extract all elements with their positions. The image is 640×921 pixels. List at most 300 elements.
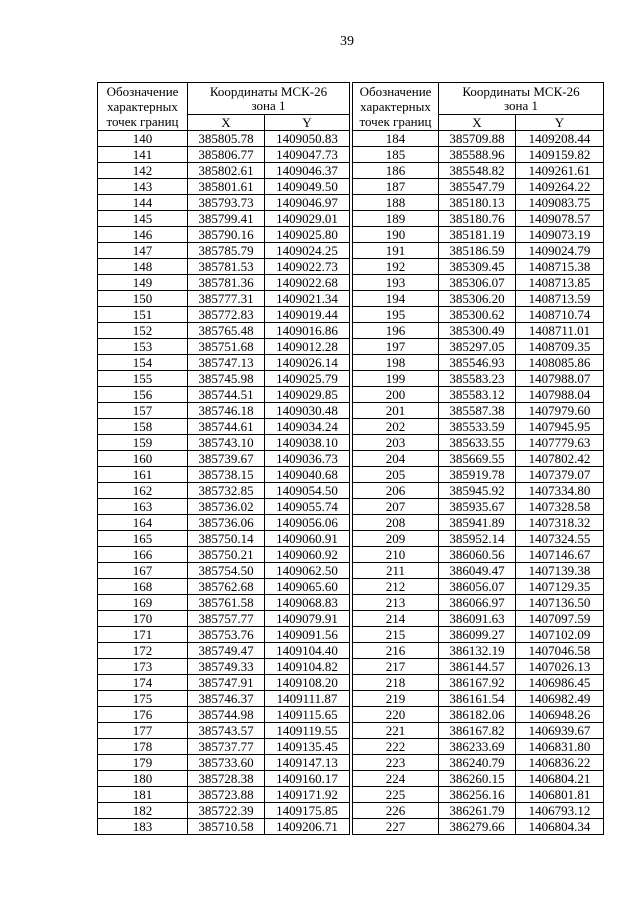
- x-coordinate-cell: 385306.07: [439, 275, 516, 291]
- x-coordinate-cell: 385588.96: [439, 147, 516, 163]
- table-row: [98, 147, 350, 163]
- header-line: зона 1: [251, 97, 286, 113]
- point-number-cell: 218: [353, 675, 439, 691]
- x-coordinate-cell: 385749.33: [188, 659, 265, 675]
- y-coordinate-cell: 1409208.44: [516, 131, 604, 147]
- point-number-cell: 151: [98, 307, 188, 323]
- table-row: [98, 131, 350, 147]
- y-coordinate-cell: 1409055.74: [265, 499, 350, 515]
- x-coordinate-cell: 385772.83: [188, 307, 265, 323]
- point-number-cell: 212: [353, 579, 439, 595]
- point-number-cell: 224: [353, 771, 439, 787]
- header-line: точек границ: [106, 114, 179, 129]
- x-coordinate-cell: 385747.91: [188, 675, 265, 691]
- table-row: [353, 291, 604, 307]
- point-number-cell: 176: [98, 707, 188, 723]
- table-row: [98, 755, 350, 771]
- y-coordinate-cell: 1409091.56: [265, 627, 350, 643]
- table-row: [98, 643, 350, 659]
- point-number-cell: 189: [353, 211, 439, 227]
- point-number-cell: 150: [98, 291, 188, 307]
- table-row: [353, 771, 604, 787]
- point-number-cell: 149: [98, 275, 188, 291]
- y-coordinate-cell: 1407146.67: [516, 547, 604, 563]
- y-coordinate-cell: 1409040.68: [265, 467, 350, 483]
- table-row: [98, 307, 350, 323]
- table-row: [353, 819, 604, 835]
- y-coordinate-cell: 1409024.25: [265, 243, 350, 259]
- point-number-cell: 178: [98, 739, 188, 755]
- x-coordinate-cell: 385745.98: [188, 371, 265, 387]
- y-coordinate-cell: 1406804.21: [516, 771, 604, 787]
- table-row: [98, 547, 350, 563]
- y-column-header: Y: [265, 115, 350, 131]
- y-coordinate-cell: 1409068.83: [265, 595, 350, 611]
- y-coordinate-cell: 1409012.28: [265, 339, 350, 355]
- y-coordinate-cell: 1406986.45: [516, 675, 604, 691]
- table-row: [98, 291, 350, 307]
- header-row: [353, 83, 604, 115]
- table-row: [353, 483, 604, 499]
- x-coordinate-cell: 385300.62: [439, 307, 516, 323]
- table-row: [353, 707, 604, 723]
- point-number-cell: 194: [353, 291, 439, 307]
- table-row: [353, 563, 604, 579]
- coordinate-system-header: [439, 83, 604, 115]
- x-coordinate-cell: 385793.73: [188, 195, 265, 211]
- point-number-cell: 162: [98, 483, 188, 499]
- y-coordinate-cell: 1409046.37: [265, 163, 350, 179]
- point-number-cell: 225: [353, 787, 439, 803]
- y-coordinate-cell: 1409079.91: [265, 611, 350, 627]
- y-coordinate-cell: 1409264.22: [516, 179, 604, 195]
- coordinates-table-right: [352, 82, 604, 835]
- y-coordinate-cell: 1406831.80: [516, 739, 604, 755]
- table-row: [353, 179, 604, 195]
- y-coordinate-cell: 1408715.38: [516, 259, 604, 275]
- y-coordinate-cell: 1407979.60: [516, 403, 604, 419]
- y-coordinate-cell: 1409026.14: [265, 355, 350, 371]
- y-coordinate-cell: 1406939.67: [516, 723, 604, 739]
- table-row: [353, 243, 604, 259]
- table-row: [353, 803, 604, 819]
- y-coordinate-cell: 1409060.92: [265, 547, 350, 563]
- x-coordinate-cell: 385722.39: [188, 803, 265, 819]
- table-row: [353, 419, 604, 435]
- table-header: [98, 83, 350, 131]
- y-coordinate-cell: 1409261.61: [516, 163, 604, 179]
- y-coordinate-cell: 1407802.42: [516, 451, 604, 467]
- table-row: [98, 371, 350, 387]
- y-coordinate-cell: 1409016.86: [265, 323, 350, 339]
- table-row: [353, 227, 604, 243]
- x-coordinate-cell: 385746.18: [188, 403, 265, 419]
- point-number-cell: 221: [353, 723, 439, 739]
- y-coordinate-cell: 1407102.09: [516, 627, 604, 643]
- table-row: [98, 819, 350, 835]
- x-coordinate-cell: 385754.50: [188, 563, 265, 579]
- y-coordinate-cell: 1409073.19: [516, 227, 604, 243]
- table-row: [98, 211, 350, 227]
- header-line: точек границ: [359, 114, 432, 129]
- table-row: [98, 627, 350, 643]
- point-number-cell: 223: [353, 755, 439, 771]
- table-row: [98, 563, 350, 579]
- table-row: [98, 243, 350, 259]
- x-coordinate-cell: 385633.55: [439, 435, 516, 451]
- y-coordinate-cell: 1409104.82: [265, 659, 350, 675]
- y-coordinate-cell: 1407097.59: [516, 611, 604, 627]
- x-coordinate-cell: 385546.93: [439, 355, 516, 371]
- x-coordinate-cell: 385765.48: [188, 323, 265, 339]
- point-number-cell: 169: [98, 595, 188, 611]
- x-coordinate-cell: 385737.77: [188, 739, 265, 755]
- point-number-cell: 181: [98, 787, 188, 803]
- x-coordinate-cell: 385744.98: [188, 707, 265, 723]
- x-coordinate-cell: 385180.13: [439, 195, 516, 211]
- point-number-cell: 211: [353, 563, 439, 579]
- point-designation-header: [353, 83, 439, 131]
- y-coordinate-cell: 1407334.80: [516, 483, 604, 499]
- point-number-cell: 171: [98, 627, 188, 643]
- point-number-cell: 226: [353, 803, 439, 819]
- header-line: характерных: [107, 99, 178, 114]
- table-body: [353, 131, 604, 835]
- point-number-cell: 202: [353, 419, 439, 435]
- point-number-cell: 188: [353, 195, 439, 211]
- point-number-cell: 184: [353, 131, 439, 147]
- point-number-cell: 195: [353, 307, 439, 323]
- x-coordinate-cell: 385799.41: [188, 211, 265, 227]
- y-coordinate-cell: 1409049.50: [265, 179, 350, 195]
- y-coordinate-cell: 1409050.83: [265, 131, 350, 147]
- table-row: [98, 579, 350, 595]
- y-coordinate-cell: 1407988.04: [516, 387, 604, 403]
- y-coordinate-cell: 1409021.34: [265, 291, 350, 307]
- y-coordinate-cell: 1408710.74: [516, 307, 604, 323]
- point-number-cell: 153: [98, 339, 188, 355]
- point-number-cell: 174: [98, 675, 188, 691]
- x-coordinate-cell: 385710.58: [188, 819, 265, 835]
- table-row: [98, 787, 350, 803]
- x-coordinate-cell: 385180.76: [439, 211, 516, 227]
- x-coordinate-cell: 385744.51: [188, 387, 265, 403]
- point-number-cell: 215: [353, 627, 439, 643]
- x-coordinate-cell: 386279.66: [439, 819, 516, 835]
- point-number-cell: 180: [98, 771, 188, 787]
- y-coordinate-cell: 1409019.44: [265, 307, 350, 323]
- point-number-cell: 191: [353, 243, 439, 259]
- y-coordinate-cell: 1409206.71: [265, 819, 350, 835]
- table-row: [353, 643, 604, 659]
- point-number-cell: 152: [98, 323, 188, 339]
- y-coordinate-cell: 1407318.32: [516, 515, 604, 531]
- point-designation-header: [98, 83, 188, 131]
- table-row: [98, 387, 350, 403]
- table-row: [353, 163, 604, 179]
- table-row: [98, 675, 350, 691]
- y-coordinate-cell: 1408085.86: [516, 355, 604, 371]
- x-coordinate-cell: 385919.78: [439, 467, 516, 483]
- coordinate-system-header: [188, 83, 350, 115]
- point-number-cell: 198: [353, 355, 439, 371]
- x-coordinate-cell: 385583.23: [439, 371, 516, 387]
- y-coordinate-cell: 1409022.73: [265, 259, 350, 275]
- table-row: [353, 467, 604, 483]
- y-coordinate-cell: 1409078.57: [516, 211, 604, 227]
- x-coordinate-cell: 385728.38: [188, 771, 265, 787]
- point-number-cell: 227: [353, 819, 439, 835]
- x-coordinate-cell: 386260.15: [439, 771, 516, 787]
- table-row: [353, 195, 604, 211]
- point-number-cell: 141: [98, 147, 188, 163]
- x-coordinate-cell: 386256.16: [439, 787, 516, 803]
- point-number-cell: 187: [353, 179, 439, 195]
- y-coordinate-cell: 1409029.85: [265, 387, 350, 403]
- x-coordinate-cell: 385952.14: [439, 531, 516, 547]
- table-row: [353, 259, 604, 275]
- x-coordinate-cell: 385548.82: [439, 163, 516, 179]
- y-coordinate-cell: 1409135.45: [265, 739, 350, 755]
- x-coordinate-cell: 385751.68: [188, 339, 265, 355]
- x-coordinate-cell: 385753.76: [188, 627, 265, 643]
- y-coordinate-cell: 1409062.50: [265, 563, 350, 579]
- x-coordinate-cell: 386233.69: [439, 739, 516, 755]
- table-row: [98, 515, 350, 531]
- table-row: [353, 323, 604, 339]
- table-row: [353, 403, 604, 419]
- x-coordinate-cell: 385806.77: [188, 147, 265, 163]
- y-coordinate-cell: 1409065.60: [265, 579, 350, 595]
- point-number-cell: 167: [98, 563, 188, 579]
- point-number-cell: 161: [98, 467, 188, 483]
- point-number-cell: 193: [353, 275, 439, 291]
- point-number-cell: 147: [98, 243, 188, 259]
- y-coordinate-cell: 1409159.82: [516, 147, 604, 163]
- y-coordinate-cell: 1407945.95: [516, 419, 604, 435]
- y-coordinate-cell: 1407129.35: [516, 579, 604, 595]
- point-number-cell: 185: [353, 147, 439, 163]
- x-coordinate-cell: 385750.14: [188, 531, 265, 547]
- point-number-cell: 186: [353, 163, 439, 179]
- table-row: [353, 787, 604, 803]
- y-coordinate-cell: 1407026.13: [516, 659, 604, 675]
- point-number-cell: 190: [353, 227, 439, 243]
- point-number-cell: 154: [98, 355, 188, 371]
- x-coordinate-cell: 385736.02: [188, 499, 265, 515]
- table-row: [353, 755, 604, 771]
- x-coordinate-cell: 386066.97: [439, 595, 516, 611]
- point-number-cell: 217: [353, 659, 439, 675]
- x-coordinate-cell: 385300.49: [439, 323, 516, 339]
- point-number-cell: 177: [98, 723, 188, 739]
- y-coordinate-cell: 1409038.10: [265, 435, 350, 451]
- y-coordinate-cell: 1409029.01: [265, 211, 350, 227]
- point-number-cell: 158: [98, 419, 188, 435]
- table-row: [353, 451, 604, 467]
- y-coordinate-cell: 1407379.07: [516, 467, 604, 483]
- point-number-cell: 199: [353, 371, 439, 387]
- x-coordinate-cell: 385297.05: [439, 339, 516, 355]
- table-row: [98, 355, 350, 371]
- table-row: [353, 691, 604, 707]
- table-row: [98, 419, 350, 435]
- x-coordinate-cell: 385941.89: [439, 515, 516, 531]
- table-row: [98, 483, 350, 499]
- point-number-cell: 168: [98, 579, 188, 595]
- y-coordinate-cell: 1409115.65: [265, 707, 350, 723]
- y-coordinate-cell: 1409056.06: [265, 515, 350, 531]
- y-coordinate-cell: 1406804.34: [516, 819, 604, 835]
- x-coordinate-cell: 385732.85: [188, 483, 265, 499]
- table-row: [98, 707, 350, 723]
- table-row: [98, 659, 350, 675]
- point-number-cell: 200: [353, 387, 439, 403]
- table-row: [353, 739, 604, 755]
- x-coordinate-cell: 385805.78: [188, 131, 265, 147]
- table-row: [353, 275, 604, 291]
- x-coordinate-cell: 385709.88: [439, 131, 516, 147]
- x-coordinate-cell: 385781.36: [188, 275, 265, 291]
- table-row: [98, 435, 350, 451]
- coordinates-table-left: [97, 82, 350, 835]
- x-coordinate-cell: 386132.19: [439, 643, 516, 659]
- header-line: Координаты МСК-26: [209, 83, 328, 99]
- table-row: [98, 195, 350, 211]
- table-row: [98, 531, 350, 547]
- y-coordinate-cell: 1409036.73: [265, 451, 350, 467]
- point-number-cell: 146: [98, 227, 188, 243]
- point-number-cell: 192: [353, 259, 439, 275]
- table-row: [98, 691, 350, 707]
- point-number-cell: 142: [98, 163, 188, 179]
- point-number-cell: 203: [353, 435, 439, 451]
- table-row: [353, 435, 604, 451]
- x-coordinate-cell: 385306.20: [439, 291, 516, 307]
- x-coordinate-cell: 385181.19: [439, 227, 516, 243]
- table-row: [353, 515, 604, 531]
- x-coordinate-cell: 386060.56: [439, 547, 516, 563]
- y-coordinate-cell: 1407136.50: [516, 595, 604, 611]
- point-number-cell: 222: [353, 739, 439, 755]
- point-number-cell: 148: [98, 259, 188, 275]
- point-number-cell: 159: [98, 435, 188, 451]
- x-coordinate-cell: 385757.77: [188, 611, 265, 627]
- point-number-cell: 155: [98, 371, 188, 387]
- table-row: [98, 499, 350, 515]
- table-row: [98, 259, 350, 275]
- point-number-cell: 197: [353, 339, 439, 355]
- point-number-cell: 219: [353, 691, 439, 707]
- x-coordinate-cell: 385744.61: [188, 419, 265, 435]
- table-row: [98, 739, 350, 755]
- y-coordinate-cell: 1407324.55: [516, 531, 604, 547]
- point-number-cell: 143: [98, 179, 188, 195]
- x-coordinate-cell: 386182.06: [439, 707, 516, 723]
- y-coordinate-cell: 1409022.68: [265, 275, 350, 291]
- table-row: [353, 211, 604, 227]
- table-row: [353, 595, 604, 611]
- y-coordinate-cell: 1406948.26: [516, 707, 604, 723]
- y-coordinate-cell: 1409025.79: [265, 371, 350, 387]
- point-number-cell: 196: [353, 323, 439, 339]
- x-coordinate-cell: 385761.58: [188, 595, 265, 611]
- y-coordinate-cell: 1406982.49: [516, 691, 604, 707]
- y-coordinate-cell: 1406793.12: [516, 803, 604, 819]
- point-number-cell: 220: [353, 707, 439, 723]
- point-number-cell: 175: [98, 691, 188, 707]
- x-coordinate-cell: 385733.60: [188, 755, 265, 771]
- point-number-cell: 209: [353, 531, 439, 547]
- x-coordinate-cell: 385747.13: [188, 355, 265, 371]
- point-number-cell: 183: [98, 819, 188, 835]
- y-coordinate-cell: 1409111.87: [265, 691, 350, 707]
- table-row: [98, 451, 350, 467]
- header-line: Координаты МСК-26: [462, 83, 580, 99]
- x-coordinate-cell: 385309.45: [439, 259, 516, 275]
- point-number-cell: 182: [98, 803, 188, 819]
- header-line: характерных: [360, 99, 431, 114]
- header-line: зона 1: [503, 97, 539, 113]
- y-coordinate-cell: 1409083.75: [516, 195, 604, 211]
- table-body: [98, 131, 350, 835]
- table-row: [98, 339, 350, 355]
- point-number-cell: 216: [353, 643, 439, 659]
- x-coordinate-cell: 385547.79: [439, 179, 516, 195]
- x-coordinate-cell: 385781.53: [188, 259, 265, 275]
- x-coordinate-cell: 386161.54: [439, 691, 516, 707]
- table-row: [98, 771, 350, 787]
- point-number-cell: 144: [98, 195, 188, 211]
- y-coordinate-cell: 1409175.85: [265, 803, 350, 819]
- table-row: [353, 531, 604, 547]
- x-coordinate-cell: 386167.92: [439, 675, 516, 691]
- y-coordinate-cell: 1407779.63: [516, 435, 604, 451]
- x-coordinate-cell: 386049.47: [439, 563, 516, 579]
- x-coordinate-cell: 385935.67: [439, 499, 516, 515]
- x-coordinate-cell: 385739.67: [188, 451, 265, 467]
- x-coordinate-cell: 385749.47: [188, 643, 265, 659]
- x-coordinate-cell: 385736.06: [188, 515, 265, 531]
- table-row: [98, 275, 350, 291]
- header-line: Обозначение: [106, 84, 179, 99]
- table-row: [353, 579, 604, 595]
- x-coordinate-cell: 385785.79: [188, 243, 265, 259]
- y-coordinate-cell: 1408713.59: [516, 291, 604, 307]
- table-row: [353, 499, 604, 515]
- table-header: [353, 83, 604, 131]
- point-number-cell: 166: [98, 547, 188, 563]
- x-coordinate-cell: 385801.61: [188, 179, 265, 195]
- table-row: [353, 659, 604, 675]
- point-number-cell: 207: [353, 499, 439, 515]
- y-coordinate-cell: 1409171.92: [265, 787, 350, 803]
- point-number-cell: 164: [98, 515, 188, 531]
- x-coordinate-cell: 385583.12: [439, 387, 516, 403]
- y-coordinate-cell: 1407046.58: [516, 643, 604, 659]
- point-number-cell: 156: [98, 387, 188, 403]
- y-column-header: Y: [516, 115, 604, 131]
- y-coordinate-cell: 1409047.73: [265, 147, 350, 163]
- x-coordinate-cell: 385743.57: [188, 723, 265, 739]
- x-coordinate-cell: 385533.59: [439, 419, 516, 435]
- x-coordinate-cell: 385723.88: [188, 787, 265, 803]
- table-row: [98, 227, 350, 243]
- y-coordinate-cell: 1408713.85: [516, 275, 604, 291]
- x-coordinate-cell: 386261.79: [439, 803, 516, 819]
- y-coordinate-cell: 1409104.40: [265, 643, 350, 659]
- point-number-cell: 163: [98, 499, 188, 515]
